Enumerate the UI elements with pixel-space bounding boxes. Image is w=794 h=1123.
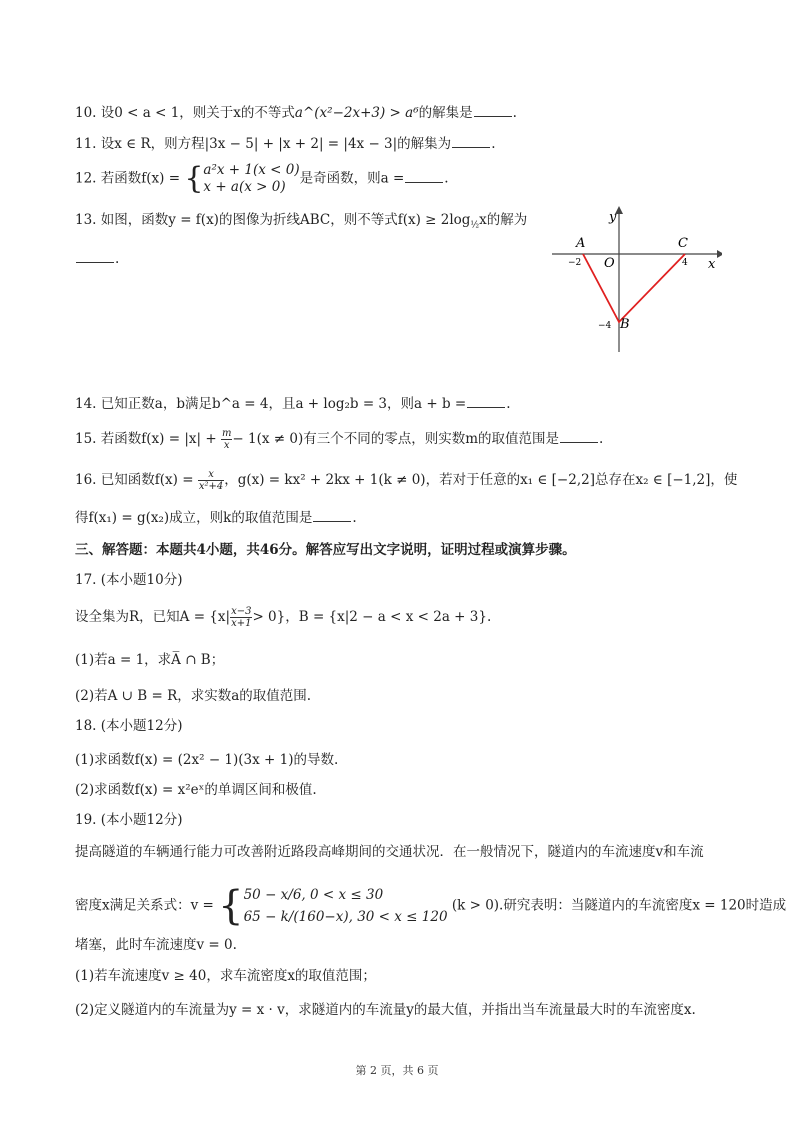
answer-blank bbox=[474, 103, 512, 117]
question-16-line2: 得f(x₁) = g(x₂)成立，则k的取值范围是 . bbox=[75, 510, 357, 526]
tick-x-neg2: −2 bbox=[568, 258, 582, 268]
polyline-abc bbox=[583, 254, 685, 322]
question-13-answer-line: . bbox=[75, 249, 119, 269]
point-b-label: B bbox=[620, 317, 630, 332]
answer-blank bbox=[452, 134, 490, 148]
question-15: 15. 若函数f(x) = |x| + $\frac{m}{x}$ − 1(x ≠ 0)有三个不同的零点，则实数m的取值范围是 . bbox=[75, 428, 604, 451]
question-17-part1: (1)若a = 1，求A̅ ∩ B； bbox=[75, 652, 225, 668]
question-11: 11. 设x ∈ R，则方程|3x − 5| + |x + 2| = |4x − 3|的解集为 . bbox=[75, 136, 496, 152]
broken-line-graph bbox=[552, 204, 722, 354]
question-17-stem: 设全集为R，已知A = {x| $\frac{x-3}{x+1}$ > 0}，B = {x|2 − a < x < 2a + 3}. bbox=[75, 606, 492, 629]
question-18-heading: 18. (本小题12分) bbox=[75, 718, 183, 734]
point-c-label: C bbox=[678, 236, 688, 251]
question-18-part2: (2)求函数f(x) = x²eˣ的单调区间和极值. bbox=[75, 782, 317, 798]
answer-blank bbox=[405, 169, 443, 183]
section-3-heading: 三、解答题：本题共4小题，共46分。解答应写出文字说明，证明过程或演算步骤。 bbox=[75, 542, 576, 558]
question-18-part1: (1)求函数f(x) = (2x² − 1)(3x + 1)的导数. bbox=[75, 752, 339, 768]
x-axis-arrow bbox=[717, 250, 722, 258]
page-footer: 第 2 页，共 6 页 bbox=[355, 1064, 439, 1077]
question-19-stem2: 密度x满足关系式：v = { 50 − x/6, 0 < x ≤ 30 65 − k/(160−x), 30 < x ≤ 120 (k > 0).研究表明：当隧道内的车流密度x = 120时造成 bbox=[75, 883, 787, 929]
question-19-stem3: 堵塞，此时车流速度v = 0. bbox=[75, 937, 237, 953]
question-13: 13. 如图，函数y = f(x)的图像为折线ABC，则不等式$f(x) \ge 2\log_{\frac{1}{2}}x$的解为 bbox=[75, 212, 528, 231]
tick-y-neg4: −4 bbox=[598, 321, 612, 331]
answer-blank bbox=[467, 394, 505, 408]
tick-x-4: 4 bbox=[682, 258, 688, 268]
x-axis-label: x bbox=[708, 257, 716, 272]
question-19-part2: (2)定义隧道内的车流量为y = x · v，求隧道内的车流量y的最大值，并指出当车流量最大时的车流密度x. bbox=[75, 1002, 696, 1018]
origin-label: O bbox=[604, 256, 615, 271]
point-a-label: A bbox=[576, 236, 586, 251]
question-16: 16. 已知函数f(x) = $\frac{x}{\text{x²+4}}$ ，g(x) = kx² + 2kx + 1(k ≠ 0)，若对于任意的x₁ ∈ [−2,2]总存在x₂ ∈ [−1,2]，使 bbox=[75, 469, 738, 492]
question-14: 14. 已知正数a，b满足b^a = 4，且a + log₂b = 3，则a + b = . bbox=[75, 396, 511, 412]
answer-blank bbox=[76, 249, 114, 263]
question-12: 12. 若函数f(x) = { a²x + 1(x < 0) x + a(x > 0) 是奇函数，则a = . bbox=[75, 161, 449, 196]
answer-blank bbox=[560, 429, 598, 443]
answer-blank bbox=[313, 508, 351, 522]
question-19-stem1: 提高隧道的车辆通行能力可改善附近路段高峰期间的交通状况．在一般情况下，隧道内的车流速度v和车流 bbox=[75, 844, 704, 860]
question-17-part2: (2)若A ∪ B = R，求实数a的取值范围. bbox=[75, 688, 312, 704]
question-19-part1: (1)若车流速度v ≥ 40，求车流密度x的取值范围； bbox=[75, 968, 376, 984]
question-10: 10. 设0 < a < 1，则关于x的不等式a^(x²−2x+3) > a⁶的解集是 . bbox=[75, 105, 517, 121]
question-19-heading: 19. (本小题12分) bbox=[75, 812, 183, 828]
question-17-heading: 17. (本小题10分) bbox=[75, 572, 183, 588]
y-axis-label: y bbox=[609, 210, 617, 225]
